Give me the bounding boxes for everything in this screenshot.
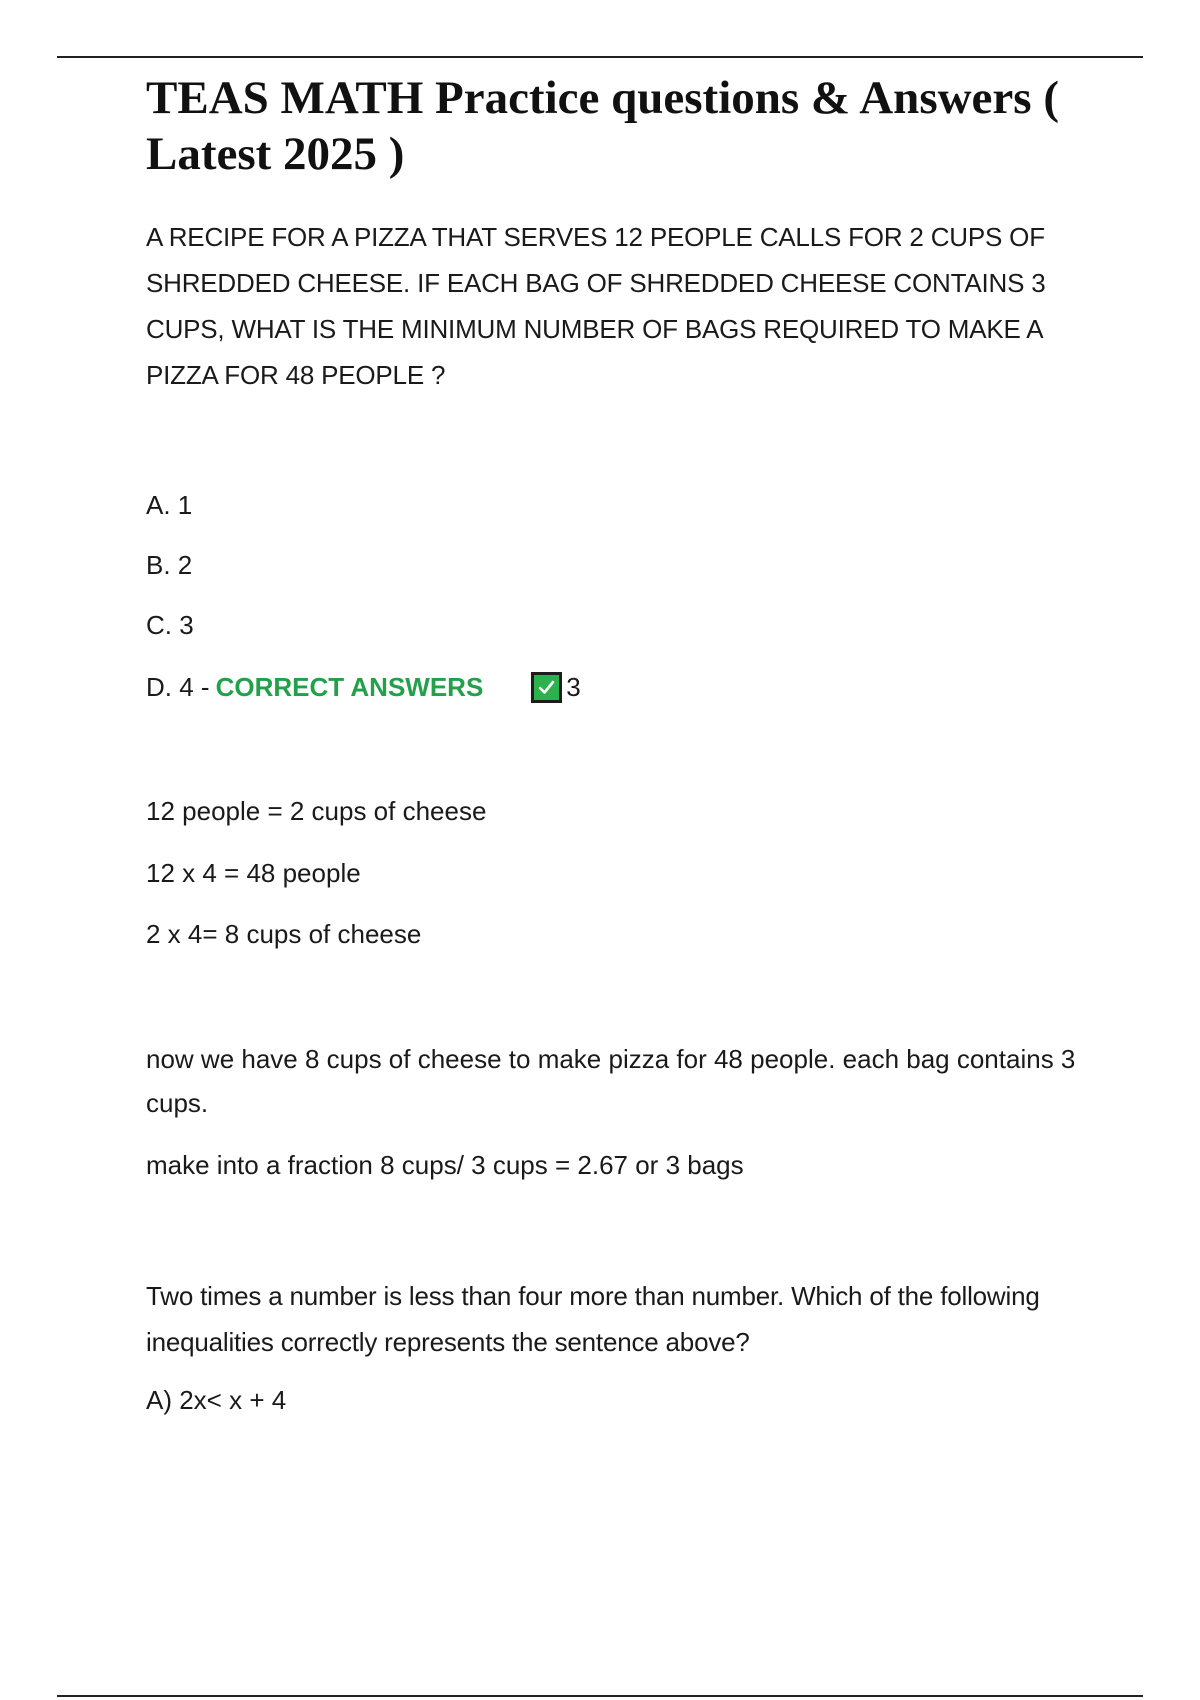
work-line-2: 12 x 4 = 48 people bbox=[146, 858, 361, 888]
question-1-text: A RECIPE FOR A PIZZA THAT SERVES 12 PEOPLE CALLS FOR 2 CUPS OF SHREDDED CHEESE. IF EACH BAG OF SHREDDED CHEESE CONTAINS 3 CUPS, WHAT IS THE MINIMUM NUMBER OF BAGS REQUIRED TO MAKE A PIZZA FOR 48 PEOPLE ? bbox=[146, 222, 1046, 390]
bottom-divider bbox=[57, 1695, 1143, 1697]
question-1-option-d-label: D. 4 - bbox=[146, 672, 210, 702]
explanation-paragraph-1: now we have 8 cups of cheese to make pizza for 48 people. each bag contains 3 cups. bbox=[146, 1044, 1076, 1118]
question-2-option-a: A) 2x< x + 4 bbox=[146, 1385, 287, 1415]
question-1-option-d bbox=[146, 670, 1086, 704]
question-2-text: Two times a number is less than four more than number. Which of the following inequalities correctly represents the sentence above? bbox=[146, 1281, 1040, 1357]
question-1-option-c: C. 3 bbox=[146, 610, 194, 640]
document-title: TEAS MATH Practice questions & Answers ( Latest 2025 ) bbox=[146, 72, 1059, 180]
top-divider bbox=[57, 56, 1143, 58]
check-mark-icon bbox=[531, 672, 562, 703]
work-line-1: 12 people = 2 cups of cheese bbox=[146, 796, 487, 826]
work-line-3: 2 x 4= 8 cups of cheese bbox=[146, 919, 422, 949]
explanation-paragraph-2: make into a fraction 8 cups/ 3 cups = 2.67 or 3 bags bbox=[146, 1150, 744, 1180]
document-body bbox=[146, 70, 1086, 1417]
correct-answer-value: 3 bbox=[566, 672, 581, 702]
correct-answer-label: CORRECT ANSWERS bbox=[215, 672, 484, 702]
question-1-option-b: B. 2 bbox=[146, 550, 193, 580]
question-1-option-a: A. 1 bbox=[146, 490, 193, 520]
